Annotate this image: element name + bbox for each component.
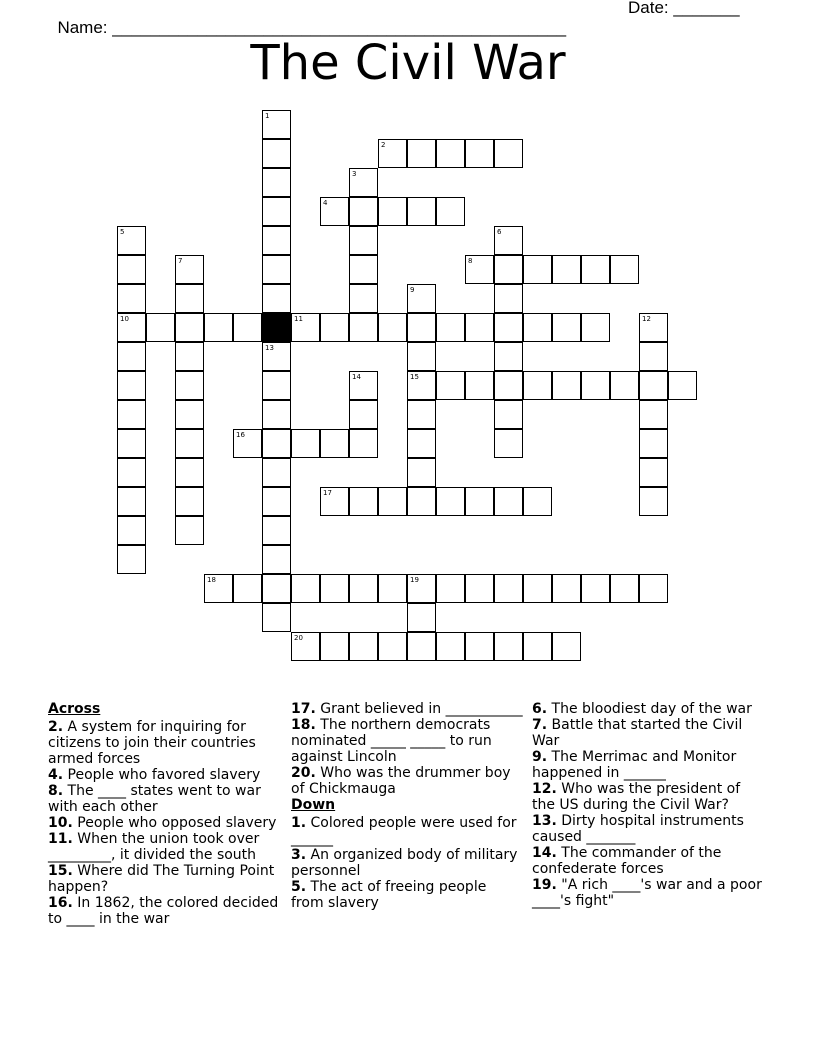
clue-number: 16	[236, 431, 245, 439]
name-field[interactable]: Name: ________________________________________________	[57, 18, 567, 37]
grid-cell[interactable]	[117, 516, 146, 545]
grid-cell[interactable]	[262, 284, 291, 313]
grid-cell[interactable]	[668, 371, 697, 400]
grid-cell[interactable]	[436, 371, 465, 400]
clue-item-text: The act of freeing people from slavery	[291, 879, 487, 911]
clue-item	[48, 831, 280, 863]
grid-cell[interactable]	[639, 400, 668, 429]
clue-item-number: 4.	[48, 767, 64, 783]
clue-item-number: 14.	[532, 845, 557, 861]
clue-item	[291, 765, 523, 797]
clue-item-text: In 1862, the colored decided to ____ in the war	[48, 895, 279, 927]
clue-number: 9	[410, 286, 415, 294]
clue-item	[48, 783, 280, 815]
clue-item	[532, 701, 764, 717]
clue-item-number: 19.	[532, 877, 557, 893]
clue-number: 5	[120, 228, 125, 236]
grid-cell[interactable]	[610, 255, 639, 284]
grid-cell[interactable]	[117, 313, 146, 342]
grid-cell[interactable]	[581, 255, 610, 284]
grid-cell[interactable]	[407, 603, 436, 632]
clue-item-number: 12.	[532, 781, 557, 797]
clue-column-2	[291, 701, 523, 911]
grid-cell[interactable]	[291, 313, 320, 342]
clue-item-number: 1.	[291, 815, 307, 831]
clue-number: 1	[265, 112, 270, 120]
grid-cell[interactable]	[349, 284, 378, 313]
clue-item	[532, 781, 764, 813]
clue-item-text: Who was the drummer boy of Chickmauga	[291, 765, 511, 797]
grid-cell[interactable]	[523, 313, 552, 342]
clue-item-text: People who opposed slavery	[77, 815, 277, 831]
grid-cell[interactable]	[436, 313, 465, 342]
grid-cell[interactable]	[465, 313, 494, 342]
grid-cell[interactable]	[262, 168, 291, 197]
grid-cell[interactable]	[262, 400, 291, 429]
grid-cell[interactable]	[349, 168, 378, 197]
grid-cell[interactable]	[494, 342, 523, 371]
grid-cell[interactable]	[407, 429, 436, 458]
clue-item-number: 18.	[291, 717, 316, 733]
grid-cell[interactable]	[581, 371, 610, 400]
clue-item-text: Colored people were used for ______	[291, 815, 517, 847]
grid-cell[interactable]	[262, 487, 291, 516]
grid-cell[interactable]	[117, 342, 146, 371]
clue-number: 20	[294, 634, 303, 642]
grid-cell[interactable]	[233, 429, 262, 458]
grid-cell[interactable]	[378, 313, 407, 342]
grid-cell[interactable]	[523, 487, 552, 516]
grid-cell[interactable]	[494, 487, 523, 516]
clue-number: 6	[497, 228, 502, 236]
grid-cell[interactable]	[494, 429, 523, 458]
grid-cell[interactable]	[407, 458, 436, 487]
grid-cell[interactable]	[407, 197, 436, 226]
grid-cell[interactable]	[320, 574, 349, 603]
clue-item-text: Dirty hospital instruments caused _______	[532, 813, 744, 845]
grid-cell[interactable]	[262, 429, 291, 458]
grid-cell[interactable]	[320, 197, 349, 226]
clue-number: 19	[410, 576, 419, 584]
grid-cell[interactable]	[639, 458, 668, 487]
clue-item	[291, 879, 523, 911]
clue-item-number: 3.	[291, 847, 307, 863]
grid-cell[interactable]	[320, 429, 349, 458]
grid-cell[interactable]	[552, 371, 581, 400]
grid-cell[interactable]	[262, 371, 291, 400]
grid-cell[interactable]	[639, 429, 668, 458]
clue-item-number: 2.	[48, 719, 64, 735]
page-title: The Civil War	[250, 35, 566, 91]
grid-cell[interactable]	[349, 371, 378, 400]
grid-cell[interactable]	[436, 632, 465, 661]
grid-cell[interactable]	[494, 313, 523, 342]
clue-item-number: 20.	[291, 765, 316, 781]
clue-item-text: A system for inquiring for citizens to join their countries armed forces	[48, 719, 256, 767]
grid-cell[interactable]	[262, 197, 291, 226]
grid-cell[interactable]	[117, 255, 146, 284]
grid-cell[interactable]	[117, 284, 146, 313]
grid-cell[interactable]	[494, 574, 523, 603]
grid-cell[interactable]	[610, 574, 639, 603]
clue-item-text: An organized body of military personnel	[291, 847, 518, 879]
clue-item	[532, 877, 764, 909]
grid-cell[interactable]	[494, 632, 523, 661]
grid-cell[interactable]	[639, 371, 668, 400]
clue-item	[532, 717, 764, 749]
grid-cell[interactable]	[581, 574, 610, 603]
grid-cell[interactable]	[320, 487, 349, 516]
grid-cell[interactable]	[233, 574, 262, 603]
grid-cell[interactable]	[378, 574, 407, 603]
grid-cell[interactable]	[465, 255, 494, 284]
clue-item-number: 6.	[532, 701, 548, 717]
clue-item-text: "A rich ____'s war and a poor ____'s fight"	[532, 877, 762, 909]
grid-cell[interactable]	[117, 371, 146, 400]
grid-cell[interactable]	[349, 255, 378, 284]
clue-item-text: The commander of the confederate forces	[532, 845, 722, 877]
grid-cell[interactable]	[407, 487, 436, 516]
grid-cell[interactable]	[436, 197, 465, 226]
grid-cell[interactable]	[349, 632, 378, 661]
clue-item	[48, 719, 280, 767]
grid-cell[interactable]	[465, 487, 494, 516]
grid-cell[interactable]	[610, 371, 639, 400]
clue-number: 2	[381, 141, 386, 149]
clue-item-number: 7.	[532, 717, 548, 733]
clue-item-text: People who favored slavery	[67, 767, 261, 783]
grid-cell[interactable]	[552, 313, 581, 342]
grid-cell[interactable]	[552, 574, 581, 603]
clue-item-text: The Merrimac and Monitor happened in ______	[532, 749, 737, 781]
grid-cell[interactable]	[204, 574, 233, 603]
clue-item	[48, 815, 280, 831]
grid-cell[interactable]	[117, 458, 146, 487]
grid-cell[interactable]	[233, 313, 262, 342]
grid-cell[interactable]	[146, 313, 175, 342]
grid-cell[interactable]	[465, 139, 494, 168]
clue-item	[532, 845, 764, 877]
grid-cell[interactable]	[436, 139, 465, 168]
grid-cell[interactable]	[175, 400, 204, 429]
grid-cell[interactable]	[349, 226, 378, 255]
clue-item-number: 16.	[48, 895, 73, 911]
grid-cell[interactable]	[175, 371, 204, 400]
clue-item	[291, 717, 523, 765]
grid-cell[interactable]	[378, 139, 407, 168]
clue-section-header: Across	[48, 701, 101, 717]
clue-item-text: Who was the president of the US during the Civil War?	[532, 781, 741, 813]
grid-cell[interactable]	[378, 487, 407, 516]
clue-section-header: Down	[291, 797, 336, 813]
grid-cell[interactable]	[262, 139, 291, 168]
grid-cell[interactable]	[175, 458, 204, 487]
grid-cell[interactable]	[494, 255, 523, 284]
grid-cell[interactable]	[407, 632, 436, 661]
grid-cell[interactable]	[117, 429, 146, 458]
grid-cell[interactable]	[523, 574, 552, 603]
grid-cell[interactable]	[465, 632, 494, 661]
grid-cell[interactable]	[262, 574, 291, 603]
grid-cell[interactable]	[407, 400, 436, 429]
grid-cell[interactable]	[639, 487, 668, 516]
grid-cell[interactable]	[175, 516, 204, 545]
grid-cell[interactable]	[407, 342, 436, 371]
clue-number: 8	[468, 257, 473, 265]
clue-item-text: Battle that started the Civil War	[532, 717, 743, 749]
clue-item	[291, 815, 523, 847]
grid-cell[interactable]	[523, 632, 552, 661]
clue-number: 10	[120, 315, 129, 323]
clue-number: 7	[178, 257, 183, 265]
grid-cell[interactable]	[407, 574, 436, 603]
grid-cell[interactable]	[436, 487, 465, 516]
grid-cell[interactable]	[378, 632, 407, 661]
grid-cell[interactable]	[117, 545, 146, 574]
black-square	[262, 313, 291, 342]
grid-cell[interactable]	[320, 313, 349, 342]
clue-number: 11	[294, 315, 303, 323]
grid-cell[interactable]	[494, 284, 523, 313]
grid-cell[interactable]	[349, 487, 378, 516]
grid-cell[interactable]	[465, 371, 494, 400]
grid-cell[interactable]	[291, 632, 320, 661]
clue-item	[48, 767, 280, 783]
clue-item-number: 10.	[48, 815, 73, 831]
clue-item	[532, 749, 764, 781]
clue-item-text: Where did The Turning Point happen?	[48, 863, 275, 895]
grid-cell[interactable]	[175, 255, 204, 284]
clue-item-number: 8.	[48, 783, 64, 799]
grid-cell[interactable]	[175, 487, 204, 516]
grid-cell[interactable]	[349, 574, 378, 603]
grid-cell[interactable]	[117, 400, 146, 429]
grid-cell[interactable]	[494, 139, 523, 168]
grid-cell[interactable]	[581, 313, 610, 342]
grid-cell[interactable]	[349, 400, 378, 429]
grid-cell[interactable]	[262, 603, 291, 632]
clue-number: 3	[352, 170, 357, 178]
clue-item	[48, 895, 280, 927]
clue-item-number: 17.	[291, 701, 316, 717]
grid-cell[interactable]	[407, 139, 436, 168]
grid-cell[interactable]	[262, 226, 291, 255]
grid-cell[interactable]	[494, 371, 523, 400]
clue-item-number: 11.	[48, 831, 73, 847]
grid-cell[interactable]	[262, 545, 291, 574]
grid-cell[interactable]	[349, 197, 378, 226]
clue-column-3	[532, 701, 764, 909]
grid-cell[interactable]	[349, 313, 378, 342]
clue-number: 18	[207, 576, 216, 584]
grid-cell[interactable]	[291, 574, 320, 603]
clue-number: 4	[323, 199, 328, 207]
clue-item	[291, 847, 523, 879]
grid-cell[interactable]	[407, 284, 436, 313]
grid-cell[interactable]	[175, 313, 204, 342]
grid-cell[interactable]	[494, 400, 523, 429]
grid-cell[interactable]	[639, 574, 668, 603]
clue-number: 12	[642, 315, 651, 323]
grid-cell[interactable]	[523, 255, 552, 284]
grid-cell[interactable]	[407, 313, 436, 342]
grid-cell[interactable]	[552, 632, 581, 661]
clue-item-number: 13.	[532, 813, 557, 829]
grid-cell[interactable]	[407, 371, 436, 400]
grid-cell[interactable]	[349, 429, 378, 458]
grid-cell[interactable]	[639, 313, 668, 342]
clue-item-number: 9.	[532, 749, 548, 765]
grid-cell[interactable]	[117, 226, 146, 255]
grid-cell[interactable]	[494, 226, 523, 255]
grid-cell[interactable]	[523, 371, 552, 400]
grid-cell[interactable]	[552, 255, 581, 284]
grid-cell[interactable]	[175, 342, 204, 371]
clue-item	[291, 701, 523, 717]
grid-cell[interactable]	[262, 342, 291, 371]
clue-item-text: When the union took over _________, it divided the south	[48, 831, 260, 863]
grid-cell[interactable]	[204, 313, 233, 342]
grid-cell[interactable]	[291, 429, 320, 458]
clue-number: 17	[323, 489, 332, 497]
clue-column-1	[48, 701, 280, 927]
grid-cell[interactable]	[175, 429, 204, 458]
clue-number: 13	[265, 344, 274, 352]
clue-item-number: 5.	[291, 879, 307, 895]
grid-cell[interactable]	[262, 516, 291, 545]
clue-item-text: The ____ states went to war with each other	[48, 783, 261, 815]
clue-item-text: Grant believed in ___________	[320, 701, 523, 717]
clue-item	[48, 863, 280, 895]
grid-cell[interactable]	[262, 255, 291, 284]
grid-cell[interactable]	[262, 110, 291, 139]
clue-number: 14	[352, 373, 361, 381]
grid-cell[interactable]	[436, 574, 465, 603]
clue-item	[532, 813, 764, 845]
clue-item-text: The bloodiest day of the war	[551, 701, 752, 717]
grid-cell[interactable]	[117, 487, 146, 516]
clue-item-text: The northern democrats nominated _____ _____ to run against Lincoln	[291, 717, 492, 765]
grid-cell[interactable]	[320, 632, 349, 661]
date-field[interactable]: Date: _______	[628, 0, 740, 17]
clue-item-number: 15.	[48, 863, 73, 879]
clue-number: 15	[410, 373, 419, 381]
grid-cell[interactable]	[639, 342, 668, 371]
grid-cell[interactable]	[465, 574, 494, 603]
grid-cell[interactable]	[175, 284, 204, 313]
grid-cell[interactable]	[378, 197, 407, 226]
grid-cell[interactable]	[262, 458, 291, 487]
